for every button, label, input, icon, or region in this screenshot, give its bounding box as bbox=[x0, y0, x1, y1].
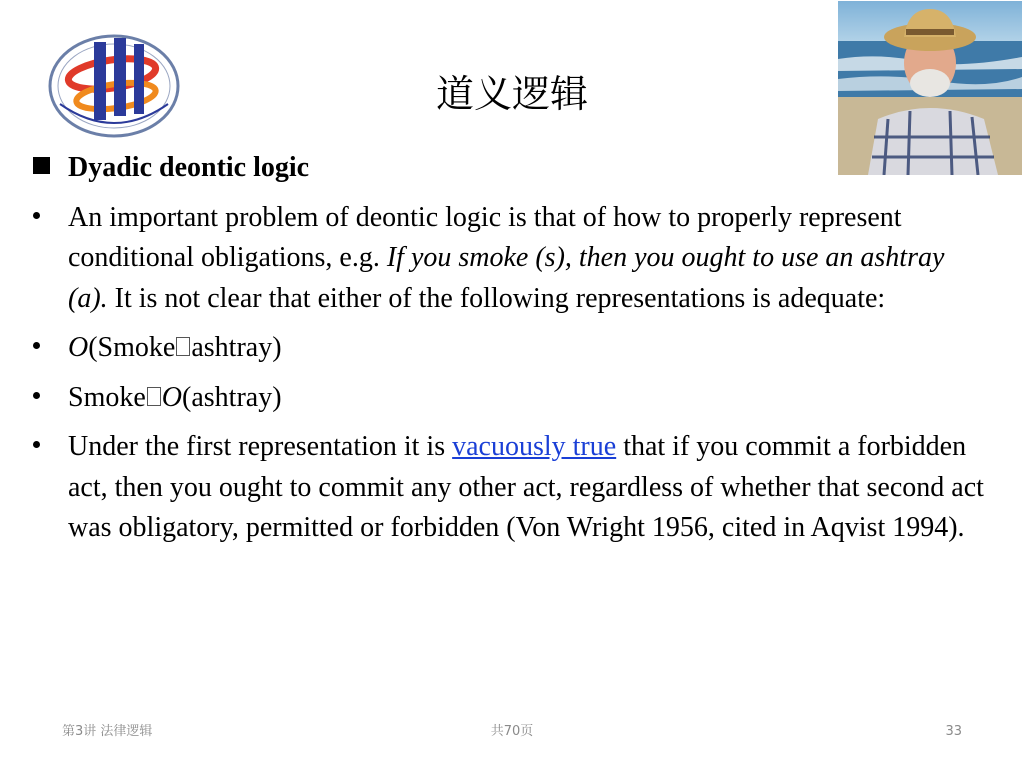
bullet-dot bbox=[30, 328, 60, 369]
footer-page-number: 33 bbox=[945, 724, 962, 739]
operator-o: O bbox=[161, 381, 183, 413]
footer-total-pages: 共70页 bbox=[490, 724, 534, 739]
operator-o: O bbox=[68, 332, 89, 363]
bullet-item bbox=[30, 378, 990, 419]
formula-text: Smoke bbox=[68, 381, 146, 413]
bullet-item bbox=[30, 427, 990, 549]
heading-item bbox=[30, 148, 990, 189]
paragraph-text: An important problem of deontic logic is that of how to properly represent conditional obligations, e.g. bbox=[68, 201, 902, 273]
vacuously-true-link[interactable]: vacuously true bbox=[452, 431, 617, 462]
formula-text: (ashtray) bbox=[182, 381, 282, 413]
paragraph-text: that if you commit a forbidden act, then you ought to commit any other act, regardless of whether that second act was obligatory, permitted or forbidden (Von Wright 1956, cited in Aqvist 1994). bbox=[68, 431, 984, 543]
bullet-dot bbox=[30, 198, 60, 239]
paragraph-text: Under the first representation it is bbox=[68, 431, 453, 462]
bullet-dot bbox=[30, 427, 60, 468]
section-heading: Dyadic deontic logic bbox=[68, 152, 310, 183]
missing-glyph-icon bbox=[147, 387, 161, 406]
slide-title: 道义逻辑 bbox=[435, 72, 588, 116]
formula-text: (Smoke bbox=[88, 332, 176, 363]
square-bullet bbox=[30, 148, 60, 189]
missing-glyph-icon bbox=[176, 337, 190, 356]
footer-lecture: 第3讲 法律逻辑 bbox=[62, 724, 153, 739]
bullet-item bbox=[30, 198, 990, 320]
paragraph-text: It is not clear that either of the following representations is adequate: bbox=[107, 282, 886, 314]
bullet-dot bbox=[30, 378, 60, 419]
bullet-item bbox=[30, 328, 990, 369]
slide-content bbox=[30, 148, 990, 558]
formula-text: ashtray) bbox=[191, 332, 282, 363]
example-italic: If you smoke (s), then you ought to use an ashtray (a). bbox=[68, 242, 945, 314]
